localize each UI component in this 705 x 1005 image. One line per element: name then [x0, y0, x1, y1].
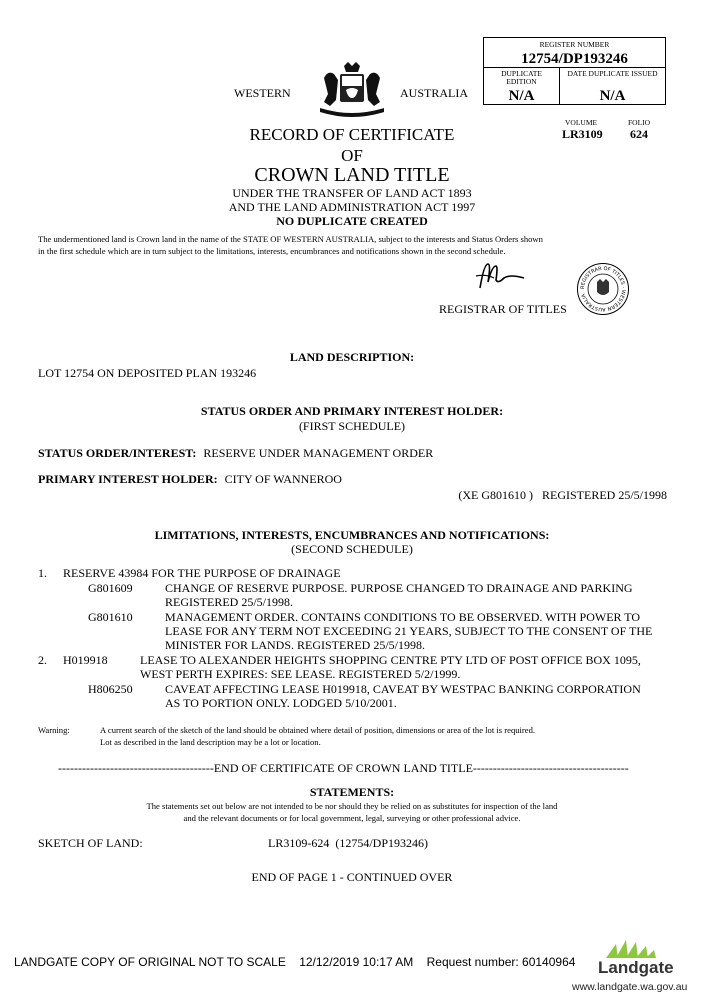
warning-label: Warning:	[38, 725, 70, 735]
duplicate-edition-label: DUPLICATE EDITION	[501, 69, 542, 86]
volume-label: VOLUME	[565, 118, 598, 127]
item-2-line-1: LEASE TO ALEXANDER HEIGHTS SHOPPING CENTRE PTY LTD OF POST OFFICE BOX 1095,	[140, 653, 641, 667]
landgate-leaf-icon	[602, 938, 658, 960]
title-line-3: CROWN LAND TITLE	[254, 164, 450, 186]
end-of-certificate-line: ---------------------------------------END OF CERTIFICATE OF CROWN LAND TITLE---------------------------------------	[58, 761, 629, 775]
footer-request-number: Request number: 60140964	[426, 955, 576, 969]
act-line-1: UNDER THE TRANSFER OF LAND ACT 1893	[232, 186, 472, 200]
first-schedule-subheading: (FIRST SCHEDULE)	[298, 419, 406, 433]
landgate-website[interactable]: www.landgate.wa.gov.au	[572, 981, 688, 993]
second-schedule-subheading: (SECOND SCHEDULE)	[291, 542, 413, 556]
footer-bar	[14, 955, 575, 969]
g801610-line-1: MANAGEMENT ORDER. CONTAINS CONDITIONS TO BE OBSERVED. WITH POWER TO	[165, 610, 641, 624]
item-2-line-2: WEST PERTH EXPIRES: SEE LEASE. REGISTERED 5/2/1999.	[140, 667, 461, 681]
footer-datetime: 12/12/2019 10:17 AM	[299, 955, 414, 969]
g801610-line-2: LEASE FOR ANY TERM NOT EXCEEDING 21 YEARS, SUBJECT TO THE CONSENT OF THE	[165, 624, 653, 638]
status-order-row	[38, 446, 433, 461]
warning-line-1: A current search of the sketch of the land should be obtained where detail of position, dimensions or area of the lot is required.	[100, 725, 536, 735]
australia-label: AUSTRALIA	[400, 86, 468, 100]
registered-note: (XE G801610 ) REGISTERED 25/5/1998	[458, 488, 667, 502]
item-2-code: H019918	[63, 653, 108, 667]
primary-holder-row	[38, 472, 342, 487]
h806250-code: H806250	[88, 682, 133, 696]
folio-label: FOLIO	[628, 118, 651, 127]
item-1-text: RESERVE 43984 FOR THE PURPOSE OF DRAINAGE	[63, 566, 341, 580]
landgate-brand: Landgate	[598, 958, 674, 977]
sketch-of-land-value: LR3109-624 (12754/DP193246)	[268, 836, 428, 850]
status-order-label: STATUS ORDER/INTEREST:	[38, 446, 197, 460]
land-description-heading: LAND DESCRIPTION:	[289, 350, 415, 364]
title-line-2: OF	[341, 146, 363, 165]
first-schedule-heading: STATUS ORDER AND PRIMARY INTEREST HOLDER:	[200, 404, 504, 418]
statements-heading: STATEMENTS:	[309, 785, 395, 799]
intro-line-1: The undermentioned land is Crown land in the name of the STATE OF WESTERN AUSTRALIA, subject to the interests and Status Orders shown	[38, 234, 543, 244]
g801610-line-3: MINISTER FOR LANDS. REGISTERED 25/5/1998.	[165, 638, 426, 652]
warning-line-2: Lot as described in the land description may be a lot or location.	[100, 737, 321, 747]
western-label: WESTERN	[234, 86, 291, 100]
item-2-number: 2.	[38, 653, 47, 667]
volume-value: LR3109	[562, 127, 603, 141]
seal-text: REGISTRAR OF TITLES · WESTERN AUSTRALIA	[579, 265, 627, 313]
no-duplicate-created: NO DUPLICATE CREATED	[276, 214, 428, 228]
folio-value: 624	[630, 127, 648, 141]
g801609-line-2: REGISTERED 25/5/1998.	[165, 595, 293, 609]
h806250-line-1: CAVEAT AFFECTING LEASE H019918, CAVEAT BY WESTPAC BANKING CORPORATION	[165, 682, 641, 696]
end-of-page-note: END OF PAGE 1 - CONTINUED OVER	[251, 870, 453, 884]
g801610-code: G801610	[88, 610, 133, 624]
g801609-line-1: CHANGE OF RESERVE PURPOSE. PURPOSE CHANGED TO DRAINAGE AND PARKING	[165, 581, 633, 595]
statements-line-1: The statements set out below are not intended to be nor should they be relied on as substitutes for inspection of the land	[146, 801, 558, 811]
primary-holder-value: CITY OF WANNEROO	[224, 472, 342, 486]
item-1-number: 1.	[38, 566, 47, 580]
g801609-code: G801609	[88, 581, 133, 595]
h806250-line-2: AS TO PORTION ONLY. LODGED 5/10/2001.	[165, 696, 397, 710]
register-box	[483, 37, 666, 105]
sketch-of-land-label: SKETCH OF LAND:	[38, 836, 143, 850]
land-description-text: LOT 12754 ON DEPOSITED PLAN 193246	[38, 366, 257, 380]
register-number-label: REGISTER NUMBER	[539, 40, 610, 49]
status-order-value: RESERVE UNDER MANAGEMENT ORDER	[203, 446, 434, 460]
statements-line-2: and the relevant documents or for local government, legal, surveying or other professional advice.	[183, 813, 521, 823]
primary-holder-label: PRIMARY INTEREST HOLDER:	[38, 472, 218, 486]
title-line-1: RECORD OF CERTIFICATE	[249, 125, 455, 144]
registrar-of-titles-label: REGISTRAR OF TITLES	[439, 302, 567, 316]
duplicate-edition-value: N/A	[508, 88, 535, 104]
date-issued-label: DATE DUPLICATE ISSUED	[567, 69, 658, 78]
second-schedule-heading: LIMITATIONS, INTERESTS, ENCUMBRANCES AND NOTIFICATIONS:	[154, 528, 550, 542]
register-number: 12754/DP193246	[521, 51, 628, 67]
intro-line-2: in the first schedule which are in turn subject to the limitations, interests, encumbrances and notifications shown in the second schedule.	[38, 246, 506, 256]
registrar-signature-icon	[470, 258, 530, 294]
date-issued-value: N/A	[599, 88, 626, 104]
act-line-2: AND THE LAND ADMINISTRATION ACT 1997	[228, 200, 476, 214]
registrar-seal-icon	[576, 262, 630, 316]
footer-copy-note: LANDGATE COPY OF ORIGINAL NOT TO SCALE	[14, 955, 286, 969]
coat-of-arms-icon	[316, 60, 388, 120]
